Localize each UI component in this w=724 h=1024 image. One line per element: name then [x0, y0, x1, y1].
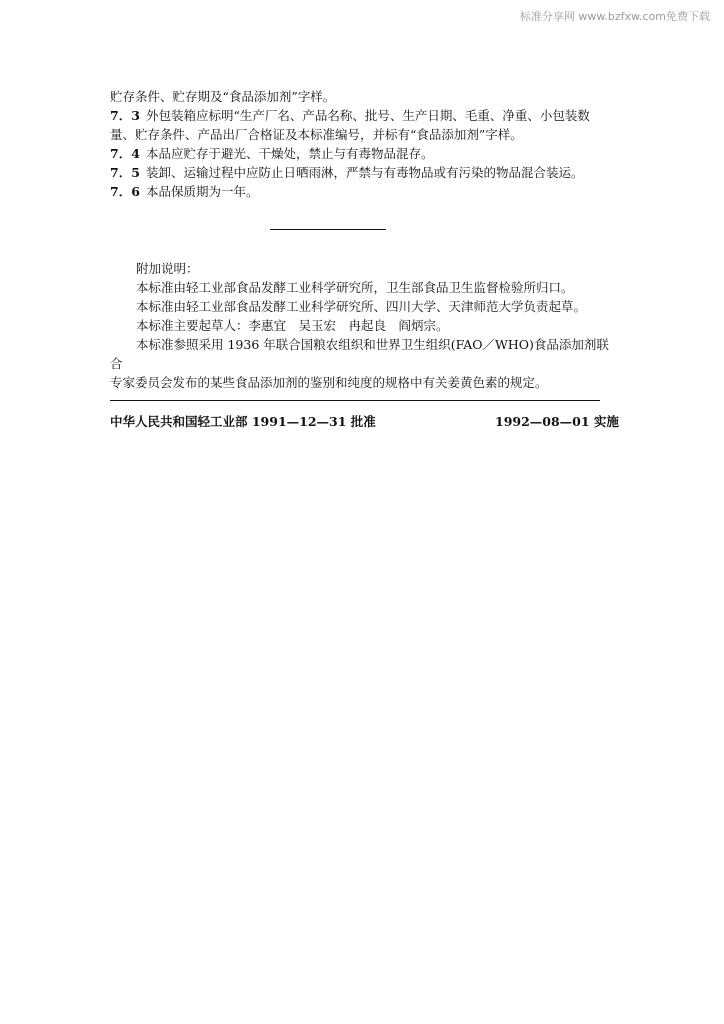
watermark-text: 标准分享网 www.bzfxw.com免费下载 [519, 10, 710, 23]
clause-number: 7．4 [110, 146, 140, 161]
section-end-rule [270, 229, 386, 230]
clause-text: 本品应贮存于避光、干燥处，禁止与有毒物品混存。 [146, 146, 434, 161]
clause-7-4 [110, 145, 434, 163]
clause-number: 7．3 [110, 108, 140, 123]
note-line-2: 本标准由轻工业部食品发酵工业科学研究所、四川大学、天津师范大学负责起草。 [136, 299, 587, 314]
section7-continuation: 贮存条件、贮存期及“食品添加剂”字样。 [110, 89, 336, 104]
clause-text: 外包装箱应标明“生产厂名、产品名称、批号、生产日期、毛重、净重、小包装数 [146, 108, 590, 123]
clause-number: 7．6 [110, 184, 140, 199]
clause-text: 本品保质期为一年。 [146, 184, 259, 199]
clause-7-5 [110, 164, 584, 182]
note-line-4: 本标准参照采用 1936 年联合国粮农组织和世界卫生组织(FAO／WHO)食品添加剂联 [136, 337, 609, 352]
clause-7-3-wrap: 量、贮存条件、产品出厂合格证及本标准编号，并标有“食品添加剂”字样。 [110, 127, 523, 142]
footer-rule [110, 400, 600, 401]
note-wrap-char: 合 [110, 356, 123, 371]
notes-heading: 附加说明： [136, 261, 199, 276]
clause-7-6 [110, 183, 259, 201]
approval-statement: 中华人民共和国轻工业部 1991—12—31 批准 [110, 414, 376, 429]
note-line-1: 本标准由轻工业部食品发酵工业科学研究所，卫生部食品卫生监督检验所归口。 [136, 280, 574, 295]
clause-number: 7．5 [110, 165, 140, 180]
effective-date: 1992—08—01 实施 [495, 414, 619, 429]
clause-text: 装卸、运输过程中应防止日晒雨淋，严禁与有毒物品或有污染的物品混合装运。 [146, 165, 584, 180]
clause-7-3 [110, 107, 590, 125]
note-line-3: 本标准主要起草人：李惠宜 吴玉宏 冉起良 阎炳宗。 [136, 318, 449, 333]
note-last-line: 专家委员会发布的某些食品添加剂的鉴别和纯度的规格中有关姜黄色素的规定。 [110, 375, 548, 390]
